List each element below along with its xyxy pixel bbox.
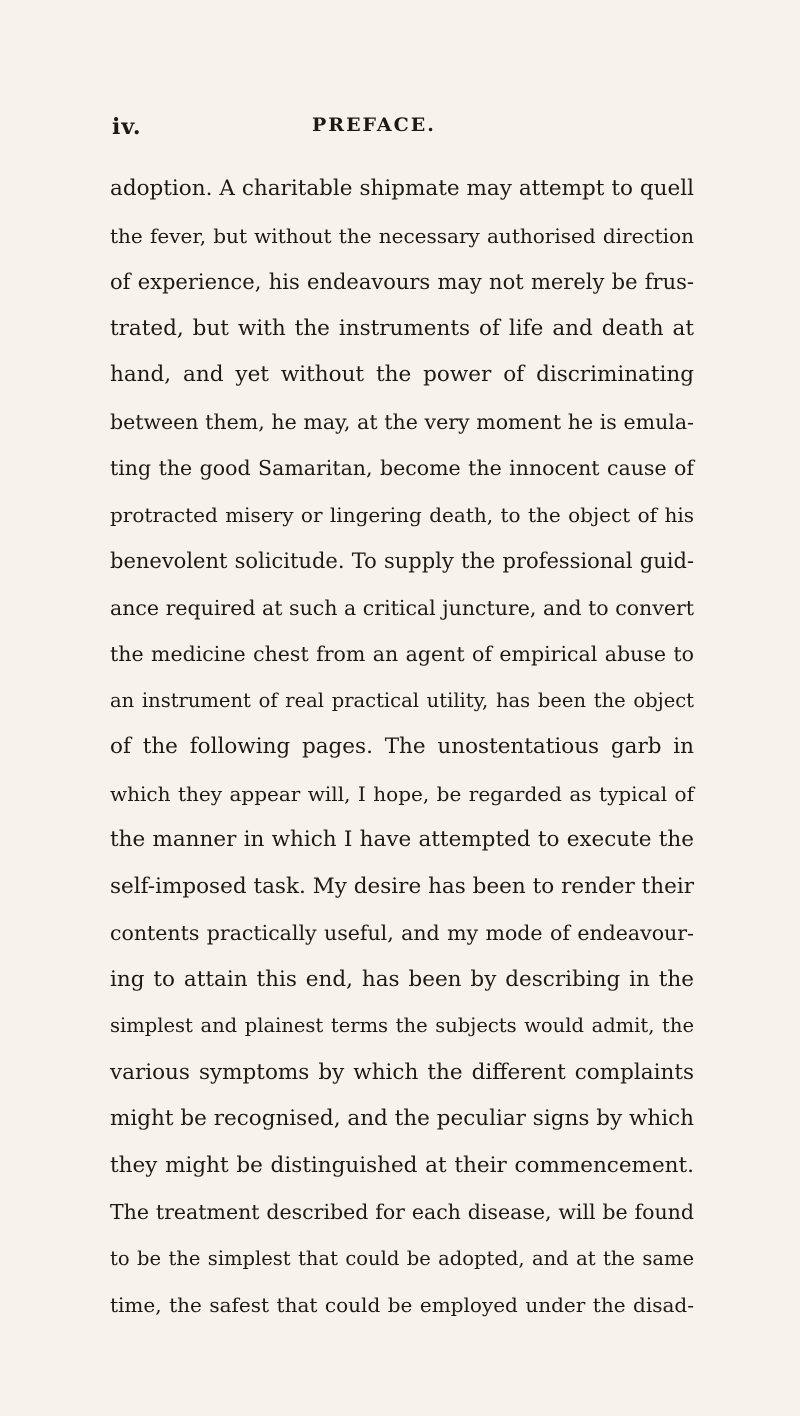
text-line: the fever, but without the necessary authorised direction [110,223,694,248]
preface-body [110,166,694,1329]
text-line: to be the simplest that could be adopted, and at the same [110,1246,694,1270]
text-line: the medicine chest from an agent of empirical abuse to [110,642,694,666]
text-line: contents practically useful, and my mode of endeavour- [110,921,694,945]
page-number: iv. [112,114,142,140]
text-line: the manner in which I have attempted to execute the [110,827,694,852]
text-line: ance required at such a critical juncture, and to convert [110,595,694,620]
running-title: PREFACE. [312,114,436,136]
text-line: of the following pages. The unostentatious garb in [110,734,694,759]
text-line: adoption. A charitable shipmate may attempt to quell [110,176,694,201]
text-line: ing to attain this end, has been by describing in the [110,966,694,992]
text-line: hand, and yet without the power of discriminating [110,362,694,387]
text-line: time, the safest that could be employed under the disad- [110,1293,694,1317]
text-line: between them, he may, at the very moment he is emula- [110,409,694,434]
text-line: protracted misery or lingering death, to the object of his [110,502,694,527]
text-line: simplest and plainest terms the subjects would admit, the [110,1014,694,1037]
text-line: The treatment described for each disease, will be found [110,1200,694,1224]
page-header [112,114,692,150]
text-line: which they appear will, I hope, be regarded as typical of [110,781,694,806]
text-line: self-imposed task. My desire has been to render their [110,873,694,899]
text-line: various symptoms by which the different complaints [110,1059,694,1085]
text-line: ting the good Samaritan, become the innocent cause of [110,456,694,480]
text-line: they might be distinguished at their commencement. [110,1152,694,1178]
text-line: an instrument of real practical utility, has been the object [110,688,694,712]
text-line: benevolent solicitude. To supply the professional guid- [110,549,694,573]
text-line: might be recognised, and the peculiar signs by which [110,1106,694,1131]
text-line: of experience, his endeavours may not merely be frus- [110,270,694,294]
text-line: trated, but with the instruments of life and death at [110,315,694,341]
